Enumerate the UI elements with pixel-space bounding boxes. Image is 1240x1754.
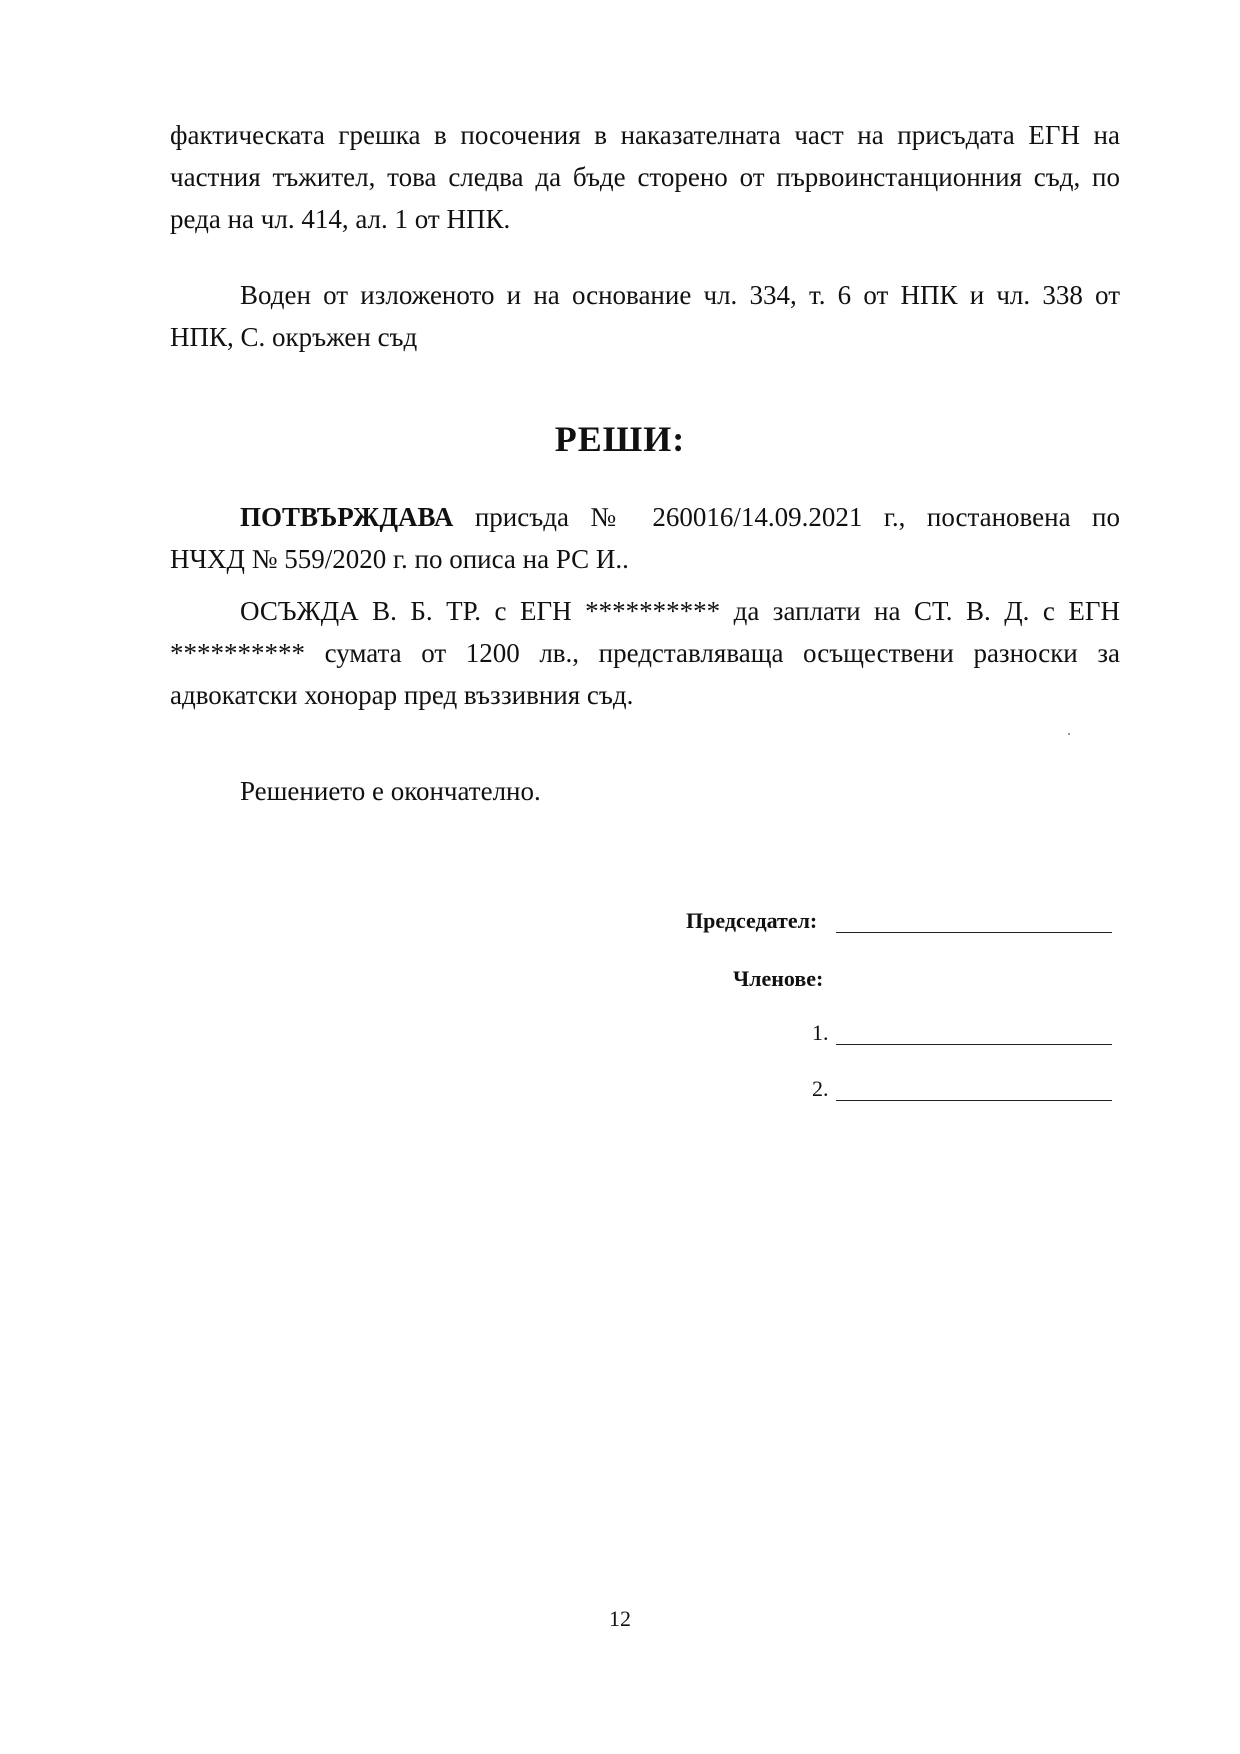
- members-label: Членове:: [733, 966, 824, 991]
- text-line: ********** сумата от 1200 лв., представляваща осъществени разноски за: [170, 638, 1120, 668]
- text-line: [170, 496, 1120, 538]
- member-2-signature-line: [836, 1100, 1112, 1101]
- final-statement: [170, 770, 1120, 812]
- paragraph-confirms: [170, 496, 1120, 580]
- scan-speck: [1068, 733, 1070, 735]
- member-1-signature-line: [836, 1044, 1112, 1045]
- text-line: НЧХД № 559/2020 г. по описа на РС И..: [170, 544, 629, 574]
- page-number: 12: [609, 1606, 631, 1631]
- decision-heading: РЕШИ:: [554, 419, 686, 459]
- chairman-label: Председател:: [686, 908, 818, 933]
- member-1-number: 1.: [812, 1020, 829, 1045]
- text-line: Воден от изложеното и на основание чл. 334, т. 6 от НПК и чл. 338 от: [240, 280, 1120, 310]
- text-line: реда на чл. 414, ал. 1 от НПК.: [170, 204, 511, 234]
- paragraph-sentences: [170, 590, 1120, 716]
- text-line: фактическата грешка в посочения в наказателната част на присъдата ЕГН на: [170, 120, 1120, 150]
- confirms-keyword: ПОТВЪРЖДАВА: [240, 502, 454, 532]
- text-line: частния тъжител, това следва да бъде сторено от първоинстанционния съд, по: [170, 162, 1120, 192]
- paragraph-grounds: [170, 274, 1120, 358]
- text-line: НПК, С. окръжен съд: [170, 322, 418, 352]
- text-line: Решението е окончателно.: [240, 776, 541, 806]
- chairman-signature-line: [836, 932, 1112, 933]
- paragraph-correction-note: [170, 114, 1120, 240]
- member-2-number: 2.: [812, 1076, 829, 1101]
- text-line: ОСЪЖДА В. Б. ТР. с ЕГН ********** да заплати на СТ. В. Д. с ЕГН: [240, 596, 1120, 626]
- confirms-text: присъда № 260016/14.09.2021 г., постановена по: [453, 502, 1120, 532]
- text-line: адвокатски хонорар пред въззивния съд.: [170, 680, 634, 710]
